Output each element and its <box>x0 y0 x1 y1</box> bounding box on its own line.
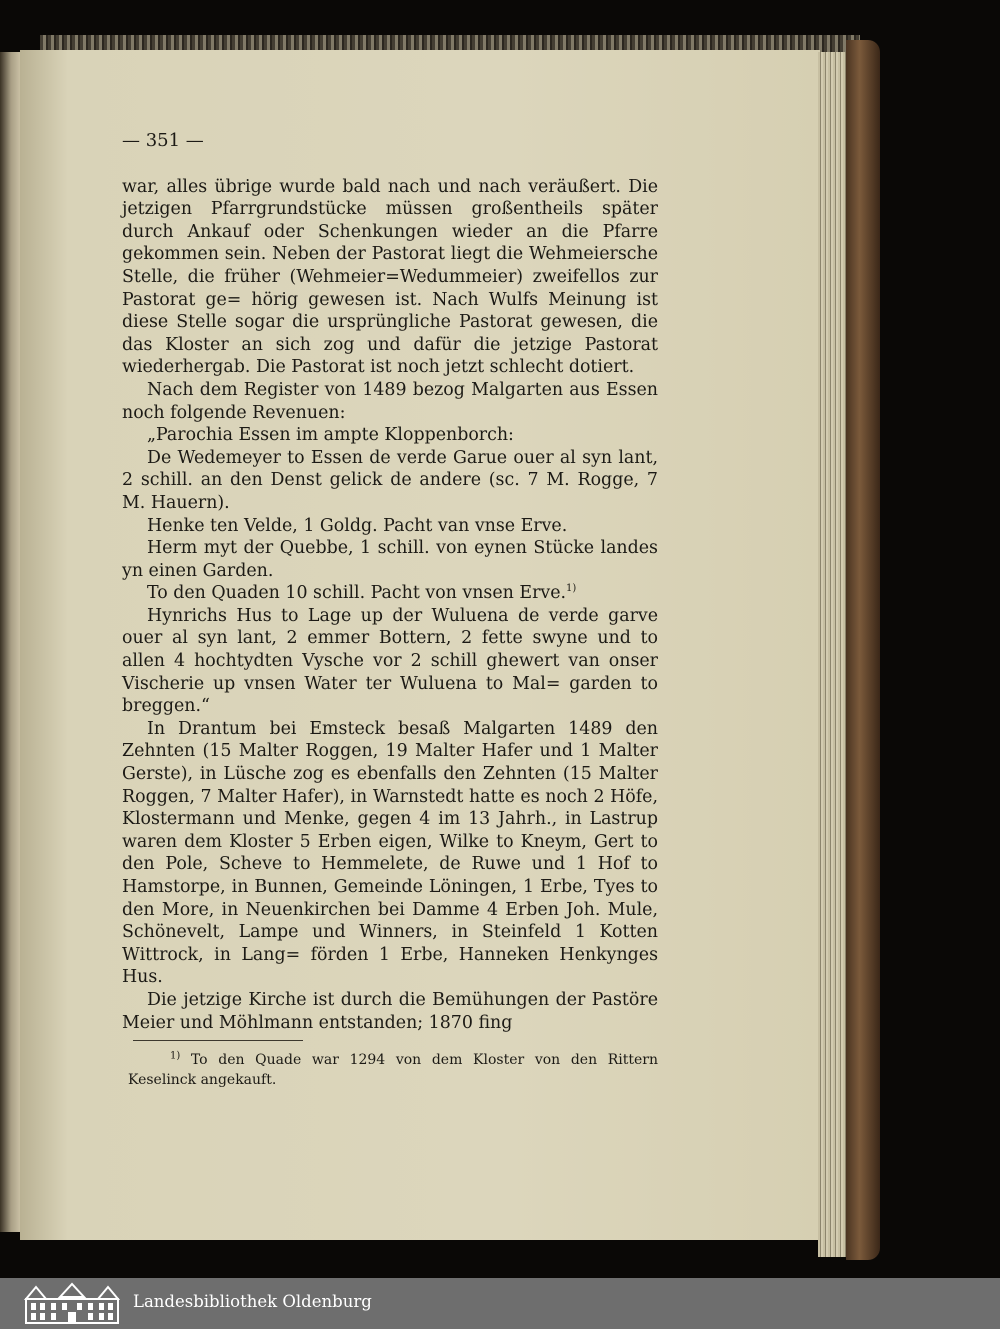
footnote-divider <box>133 1040 303 1041</box>
library-name: Landesbibliothek Oldenburg <box>133 1292 372 1311</box>
page-text <box>122 130 658 1034</box>
footnote-marker: 1) <box>170 1050 181 1062</box>
book-cover-edge <box>846 40 880 1260</box>
footnote-text: To den Quade war 1294 von dem Kloster von den Rittern Keselinck angekauft. <box>128 1052 658 1088</box>
page-stack-edge <box>818 52 848 1257</box>
quote-entry-2: Henke ten Velde, 1 Goldg. Pacht van vnse Erve. <box>147 515 568 536</box>
paragraph-3: In Drantum bei Emsteck besaß Malgarten 1489 den Zehnten (15 Malter Roggen, 19 Malter Hafer und 1 Malter Gerste), in Lüsche zog es ebenfalls den Zehnten (15 Malter Roggen, 7 Malter Hafer), in Warnstedt hatte es noch 2 Höfe, Klostermann und Menke, gegen 4 im 13 Jahrh., in Lastrup waren dem Kloster 5 Erben eigen, Wilke to Kneym, Gert to den Pole, Scheve to Hemmelete, de Ruwe und 1 Hof to Hamstorpe, in Bunnen, Gemeinde Löningen, 1 Erbe, Tyes to den More, in Neuenkirchen bei Damme 4 Erben Joh. Mule, Schönevelt, Lampe und Winners, in Steinfeld 1 Kotten Wittrock, in Lang= förden 1 Erbe, Hanneken Henkynges Hus. <box>122 718 658 988</box>
page-number: — 351 — <box>122 130 204 151</box>
footnote <box>128 1050 658 1090</box>
quote-entry-4 <box>122 582 658 605</box>
footer-bar <box>0 1278 1000 1329</box>
paragraph-1: war, alles übrige wurde bald nach und nach veräußert. Die jetzigen Pfarrgrundstücke müssen großentheils später durch Ankauf oder Schenkungen wieder an die Pfarre gekommen sein. Neben der Pastorat liegt die Wehmeiersche Stelle, die früher (Wehmeier=Wedummeier) zweifellos zur Pastorat ge= hörig gewesen ist. Nach Wulfs Meinung ist diese Stelle sogar die ursprüngliche Pastorat gewesen, die das Kloster an sich zog und dafür die jetzige Pastorat wiederhergab. Die Pastorat ist noch jetzt schlecht dotiert. <box>122 176 658 378</box>
footnote-reference: 1) <box>566 583 577 595</box>
quote-entry-4-text: To den Quaden 10 schill. Pacht von vnsen Erve. <box>147 583 567 604</box>
quote-entry-1: De Wedemeyer to Essen de verde Garue ouer al syn lant, 2 schill. an den Denst gelick de andere (sc. 7 M. Rogge, 7 M. Hauern). <box>122 447 658 513</box>
left-page-edge <box>0 52 20 1232</box>
paragraph-2: Nach dem Register von 1489 bezog Malgarten aus Essen noch folgende Revenuen: <box>122 379 658 423</box>
quote-heading: „Parochia Essen im ampte Kloppenborch: <box>147 425 514 446</box>
library-building-logo-icon[interactable] <box>22 1281 122 1325</box>
paragraph-4: Die jetzige Kirche ist durch die Bemühungen der Pastöre Meier und Möhlmann entstanden; 1870 fing <box>122 989 658 1033</box>
quote-entry-3: Herm myt der Quebbe, 1 schill. von eynen Stücke landes yn einen Garden. <box>122 538 658 581</box>
quote-entry-5: Hynrichs Hus to Lage up der Wuluena de verde garve ouer al syn lant, 2 emmer Bottern, 2 fette swyne und to allen 4 hochtydten Vysche vor 2 schill ghewert van onser Vischerie up vnsen Water ter Wuluena to Mal= garden to breggen.“ <box>122 605 658 717</box>
